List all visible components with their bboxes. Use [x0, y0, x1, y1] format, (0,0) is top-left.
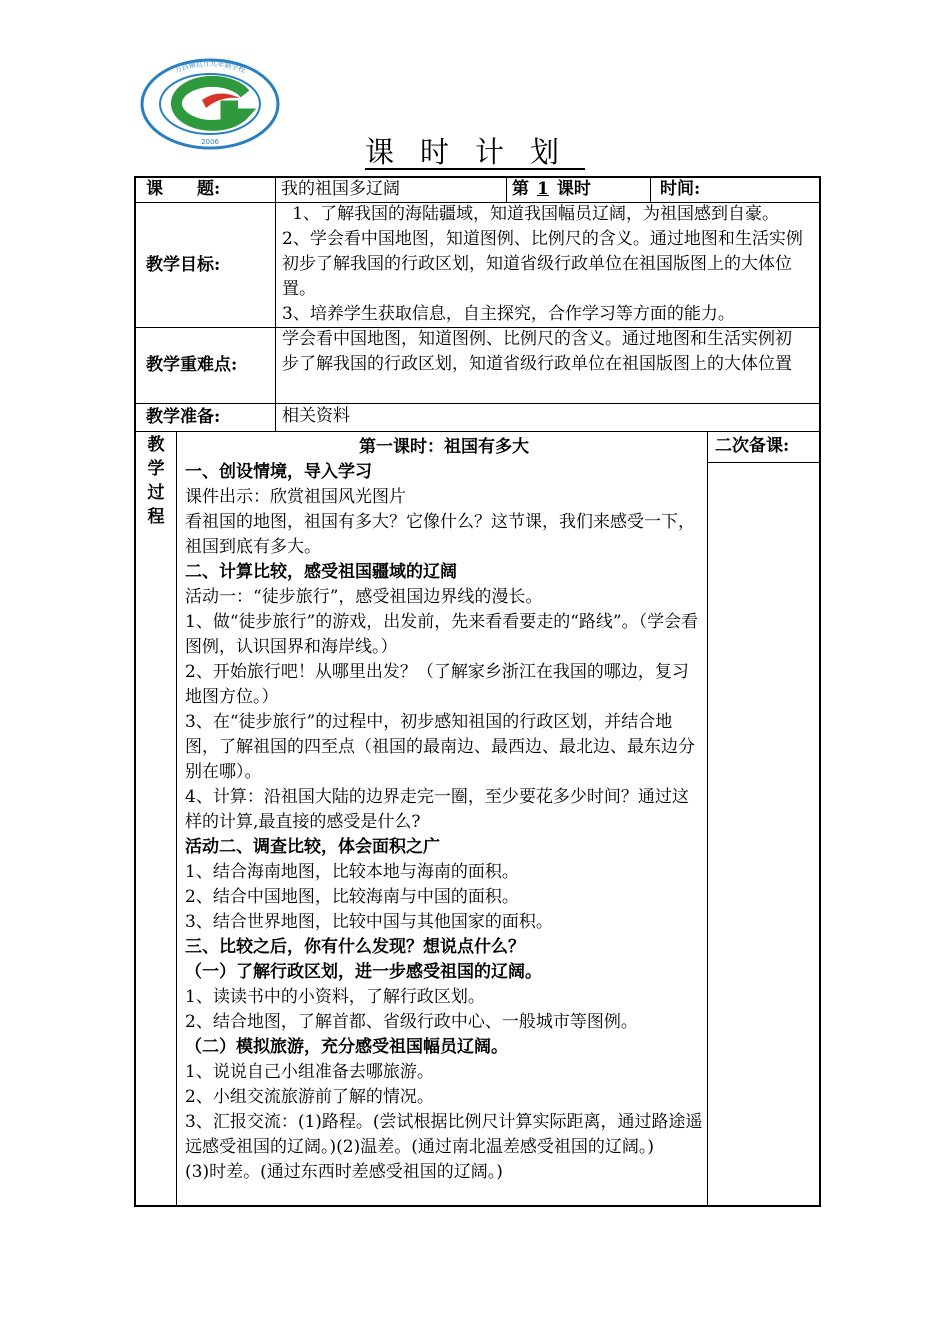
header-divider-2 — [650, 176, 651, 202]
row-divider-4 — [134, 431, 821, 432]
process-paragraph: 一、创设情境，导入学习 — [185, 462, 372, 482]
process-paragraph: 三、比较之后，你有什么发现？想说点什么？ — [185, 937, 525, 957]
process-label-divider — [176, 431, 177, 1207]
process-paragraph: 3、汇报交流：(1)路程。(尝试根据比例尺计算实际距离，通过路途遥远感受祖国的辽阔。)(2)温差。(通过南北温差感受祖国的辽阔。) — [185, 1112, 703, 1157]
process-paragraph: 看祖国的地图，祖国有多大？它像什么？这节课，我们来感受一下，祖国到底有多大。 — [185, 512, 695, 557]
process-paragraph: 2、结合中国地图，比较海南与中国的面积。 — [185, 887, 519, 907]
lesson-number: 第 1 课时 — [512, 179, 591, 199]
key-points-label: 教学重难点: — [146, 355, 238, 375]
process-paragraph: 2、开始旅行吧！从哪里出发？（了解家乡浙江在我国的哪边，复习地图方位。） — [185, 662, 689, 707]
process-paragraph: 4、计算：沿祖国大陆的边界走完一圈，至少要花多少时间？通过这样的计算,最直接的感受是什么? — [185, 787, 689, 832]
objective-1: 1、了解我国的海陆疆域，知道我国幅员辽阔，为祖国感到自豪。 — [292, 204, 780, 224]
process-paragraph: 2、小组交流旅游前了解的情况。 — [185, 1087, 434, 1107]
logo-school-name: 万昌镇官厅九年制学校 — [173, 59, 247, 75]
process-paragraph: 1、做“徒步旅行”的游戏，出发前，先来看看要走的“路线”。（学会看图例，认识国界和海岸线。） — [185, 612, 699, 657]
process-label — [138, 433, 174, 529]
process-label-char: 程 — [147, 507, 165, 527]
subject-value: 我的祖国多辽阔 — [281, 179, 400, 199]
process-paragraph: 1、说说自己小组准备去哪旅游。 — [185, 1062, 434, 1082]
process-paragraph: (3)时差。(通过东西时差感受祖国的辽阔。) — [185, 1162, 503, 1182]
process-content — [185, 435, 703, 1185]
process-paragraph: 2、结合地图，了解首都、省级行政中心、一般城市等图例。 — [185, 1012, 638, 1032]
time-label: 时间: — [660, 179, 701, 199]
lesson-title: 第一课时：祖国有多大 — [359, 437, 529, 457]
second-prep-column-divider — [707, 431, 708, 1207]
second-prep-label: 二次备课: — [715, 436, 790, 456]
process-paragraph: （一）了解行政区划，进一步感受祖国的辽阔。 — [185, 962, 542, 982]
key-points-content: 学会看中国地图，知道图例、比例尺的含义。通过地图和生活实例初步了解我国的行政区划，知道省级行政单位在祖国版图上的大体位置 — [282, 329, 792, 374]
objectives-content — [282, 202, 816, 327]
process-paragraph: 活动一：“徒步旅行”，感受祖国边界线的漫长。 — [185, 587, 543, 607]
objective-2: 2、学会看中国地图，知道图例、比例尺的含义。通过地图和生活实例初步了解我国的行政区划，知道省级行政单位在祖国版图上的大体位置。 — [282, 229, 803, 299]
process-paragraph: 二、计算比较，感受祖国疆域的辽阔 — [185, 562, 457, 582]
process-label-char: 学 — [147, 459, 165, 479]
preparation-value: 相关资料 — [282, 406, 350, 426]
process-label-char: 教 — [147, 435, 165, 455]
process-paragraph: 活动二、调查比较，体会面积之广 — [185, 837, 440, 857]
process-paragraph: （二）模拟旅游，充分感受祖国幅员辽阔。 — [185, 1037, 508, 1057]
second-prep-divider — [707, 462, 819, 463]
subject-label: 课 题: — [146, 179, 221, 199]
logo-year: 2006 — [201, 138, 219, 146]
process-label-char: 过 — [147, 483, 165, 503]
process-paragraph: 课件出示：欣赏祖国风光图片 — [185, 487, 406, 507]
page-title: 课时计划 — [364, 135, 585, 169]
process-paragraph: 1、结合海南地图，比较本地与海南的面积。 — [185, 862, 519, 882]
objective-3: 3、培养学生获取信息，自主探究，合作学习等方面的能力。 — [282, 304, 735, 324]
process-paragraph: 3、在“徒步旅行”的过程中，初步感知祖国的行政区划，并结合地图，了解祖国的四至点（祖国的最南边、最西边、最北边、最东边分别在哪）。 — [185, 712, 695, 782]
label-column-divider — [275, 176, 276, 431]
objectives-label: 教学目标: — [146, 254, 221, 275]
preparation-label: 教学准备: — [146, 407, 221, 427]
header-divider-1 — [506, 176, 507, 202]
process-paragraphs — [185, 460, 703, 1185]
process-paragraph: 1、读读书中的小资料，了解行政区划。 — [185, 987, 485, 1007]
process-paragraph: 3、结合世界地图，比较中国与其他国家的面积。 — [185, 912, 553, 932]
